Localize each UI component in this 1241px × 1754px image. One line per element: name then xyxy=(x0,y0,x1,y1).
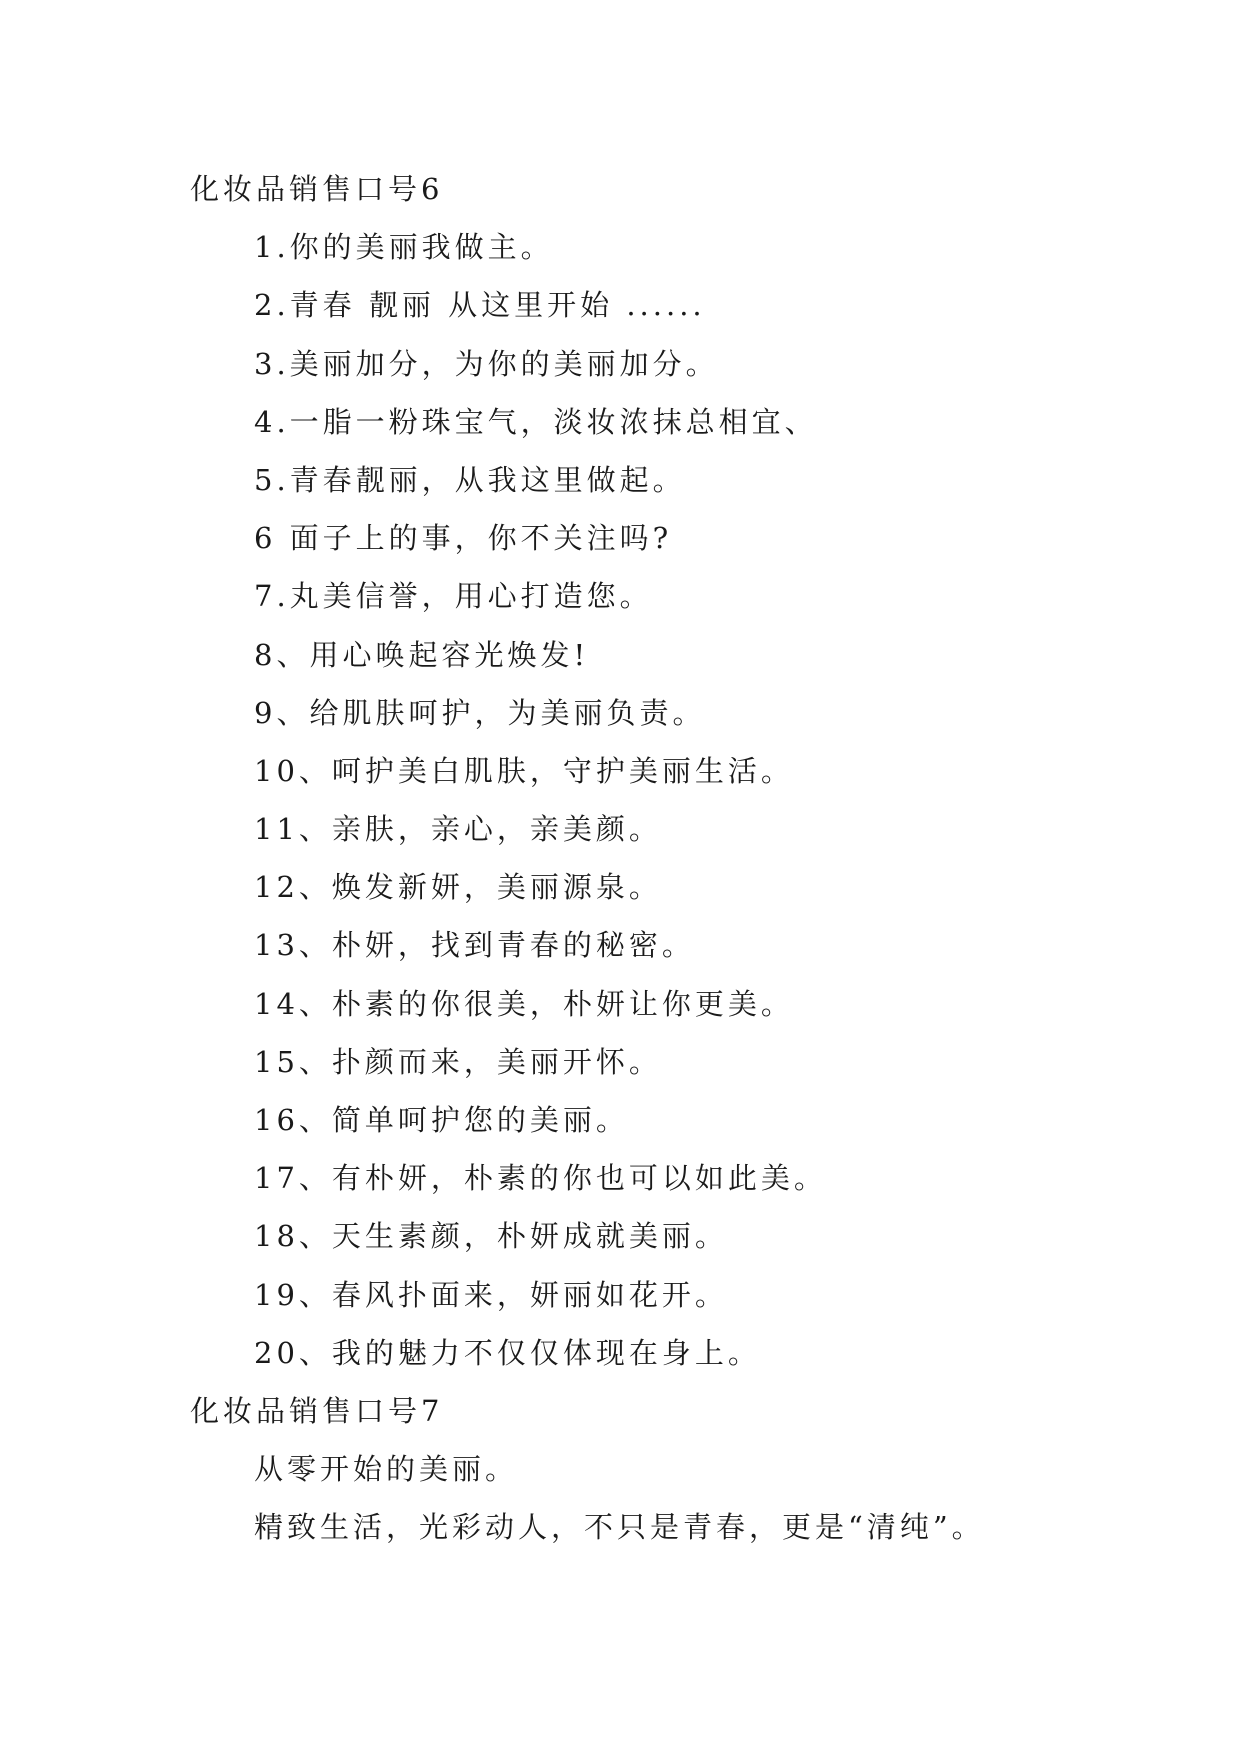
slogan-item: 从零开始的美丽。 xyxy=(254,1452,519,1487)
section-heading: 化妆品销售口号7 xyxy=(190,1393,444,1428)
slogan-item: 15、扑颜而来，美丽开怀。 xyxy=(254,1044,662,1079)
slogan-item: 6 面子上的事，你不关注吗? xyxy=(254,521,673,556)
slogan-item: 17、有朴妍，朴素的你也可以如此美。 xyxy=(254,1161,827,1196)
section-heading: 化妆品销售口号6 xyxy=(190,172,444,206)
slogan-item: 13、朴妍，找到青春的秘密。 xyxy=(254,928,695,963)
document-content xyxy=(190,160,1090,1557)
slogan-item: 11、亲肤，亲心，亲美颜。 xyxy=(254,812,662,847)
slogan-item: 2.青春 靓丽 从这里开始 ...... xyxy=(254,288,706,323)
slogan-item: 12、焕发新妍，美丽源泉。 xyxy=(254,870,662,905)
slogan-item: 3.美丽加分，为你的美丽加分。 xyxy=(254,346,719,381)
slogan-item: 14、朴素的你很美，朴妍让你更美。 xyxy=(254,986,794,1021)
slogan-item: 19、春风扑面来，妍丽如花开。 xyxy=(254,1277,728,1312)
slogan-item: 5.青春靓丽，从我这里做起。 xyxy=(254,462,686,497)
slogan-item: 精致生活，光彩动人，不只是青春，更是“清纯”。 xyxy=(254,1510,985,1545)
slogan-item: 10、呵护美白肌肤，守护美丽生活。 xyxy=(254,753,794,788)
slogan-item: 4.一脂一粉珠宝气，淡妆浓抹总相宜、 xyxy=(254,404,818,439)
slogan-item: 1.你的美丽我做主。 xyxy=(254,230,554,265)
slogan-item: 9、给肌肤呵护，为美丽负责。 xyxy=(254,695,706,730)
slogan-item: 7.丸美信誉，用心打造您。 xyxy=(254,579,653,614)
slogan-item: 16、简单呵护您的美丽。 xyxy=(254,1103,629,1137)
slogan-item: 18、天生素颜，朴妍成就美丽。 xyxy=(254,1219,728,1254)
slogan-item: 20、我的魅力不仅仅体现在身上。 xyxy=(254,1335,761,1370)
slogan-item: 8、用心唤起容光焕发! xyxy=(254,637,590,672)
